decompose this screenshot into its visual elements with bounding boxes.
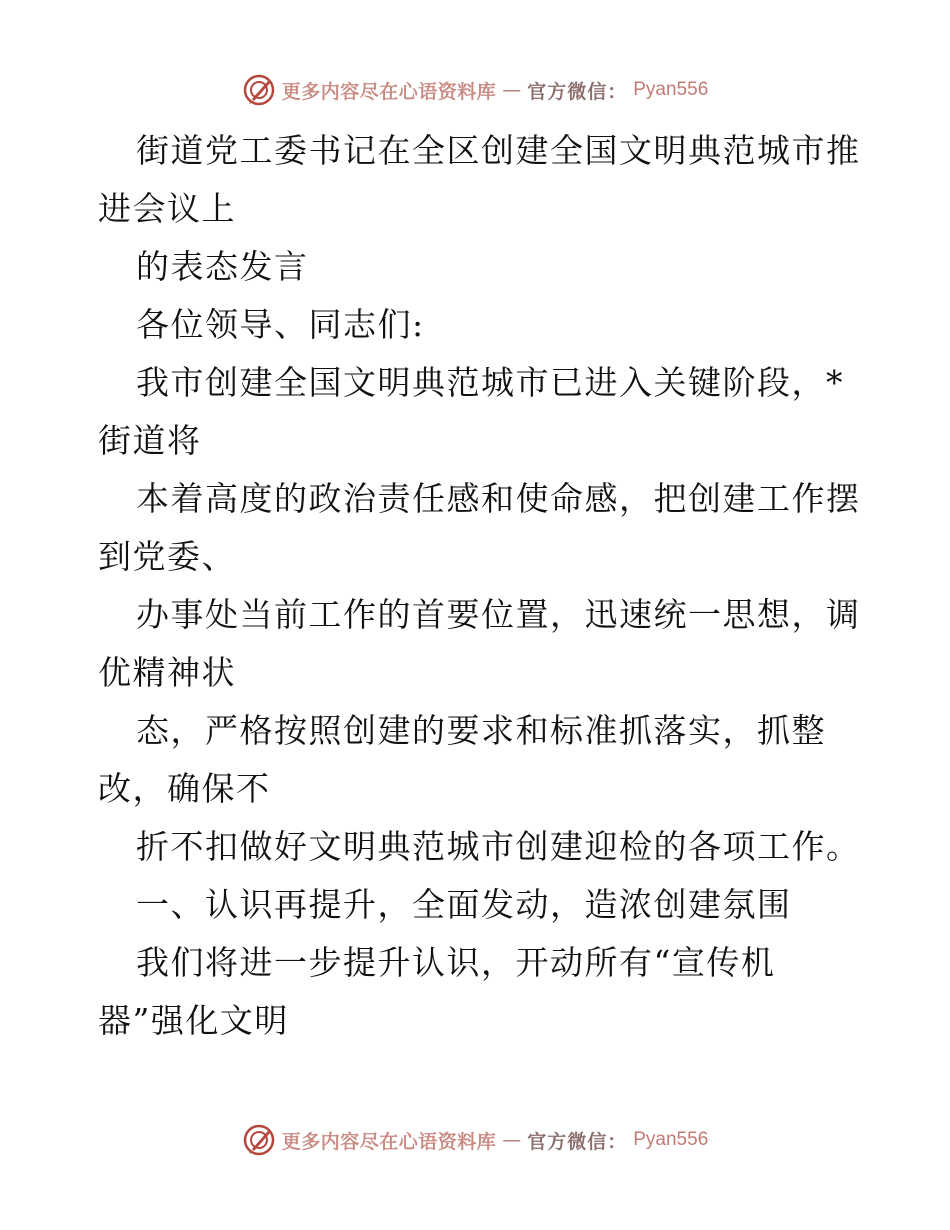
watermark-id: Pyan556 bbox=[633, 1129, 709, 1150]
text-line: 各位领导、同志们: bbox=[136, 305, 425, 344]
text-line: 我们将进一步提升认识，开动所有“宣传机 bbox=[136, 943, 776, 982]
watermark-id: Pyan556 bbox=[633, 79, 709, 100]
watermark-footer bbox=[0, 1120, 950, 1160]
text-line: 的表态发言 bbox=[136, 247, 309, 286]
watermark-main-text: 更多内容尽在心语资料库 bbox=[281, 80, 497, 103]
text-line: 改，确保不 bbox=[98, 769, 271, 808]
text-line: 优精神状 bbox=[98, 653, 236, 692]
text-line: 器”强化文明 bbox=[98, 1001, 289, 1040]
watermark-label: 官方微信： bbox=[527, 1130, 628, 1153]
document-body bbox=[98, 122, 861, 1050]
watermark-dash: — bbox=[502, 79, 522, 101]
text-line: 街道将 bbox=[98, 421, 202, 460]
pen-logo-icon bbox=[242, 1123, 276, 1157]
text-line: 街道党工委书记在全区创建全国文明典范城市推 bbox=[136, 131, 861, 170]
text-line: 我市创建全国文明典范城市已进入关键阶段，* bbox=[136, 363, 844, 402]
text-line: 办事处当前工作的首要位置，迅速统一思想，调 bbox=[136, 595, 861, 634]
watermark-header bbox=[0, 70, 950, 110]
watermark-label: 官方微信： bbox=[527, 80, 628, 103]
text-line: 到党委、 bbox=[98, 537, 236, 576]
text-line: 进会议上 bbox=[98, 189, 236, 228]
text-line: 一、认识再提升，全面发动，造浓创建氛围 bbox=[136, 885, 792, 924]
text-line: 态，严格按照创建的要求和标准抓落实，抓整 bbox=[136, 711, 826, 750]
watermark-dash: — bbox=[502, 1129, 522, 1151]
text-line: 折不扣做好文明典范城市创建迎检的各项工作。 bbox=[136, 827, 861, 866]
pen-logo-icon bbox=[242, 73, 276, 107]
text-line: 本着高度的政治责任感和使命感，把创建工作摆 bbox=[136, 479, 861, 518]
watermark-main-text: 更多内容尽在心语资料库 bbox=[281, 1130, 497, 1153]
